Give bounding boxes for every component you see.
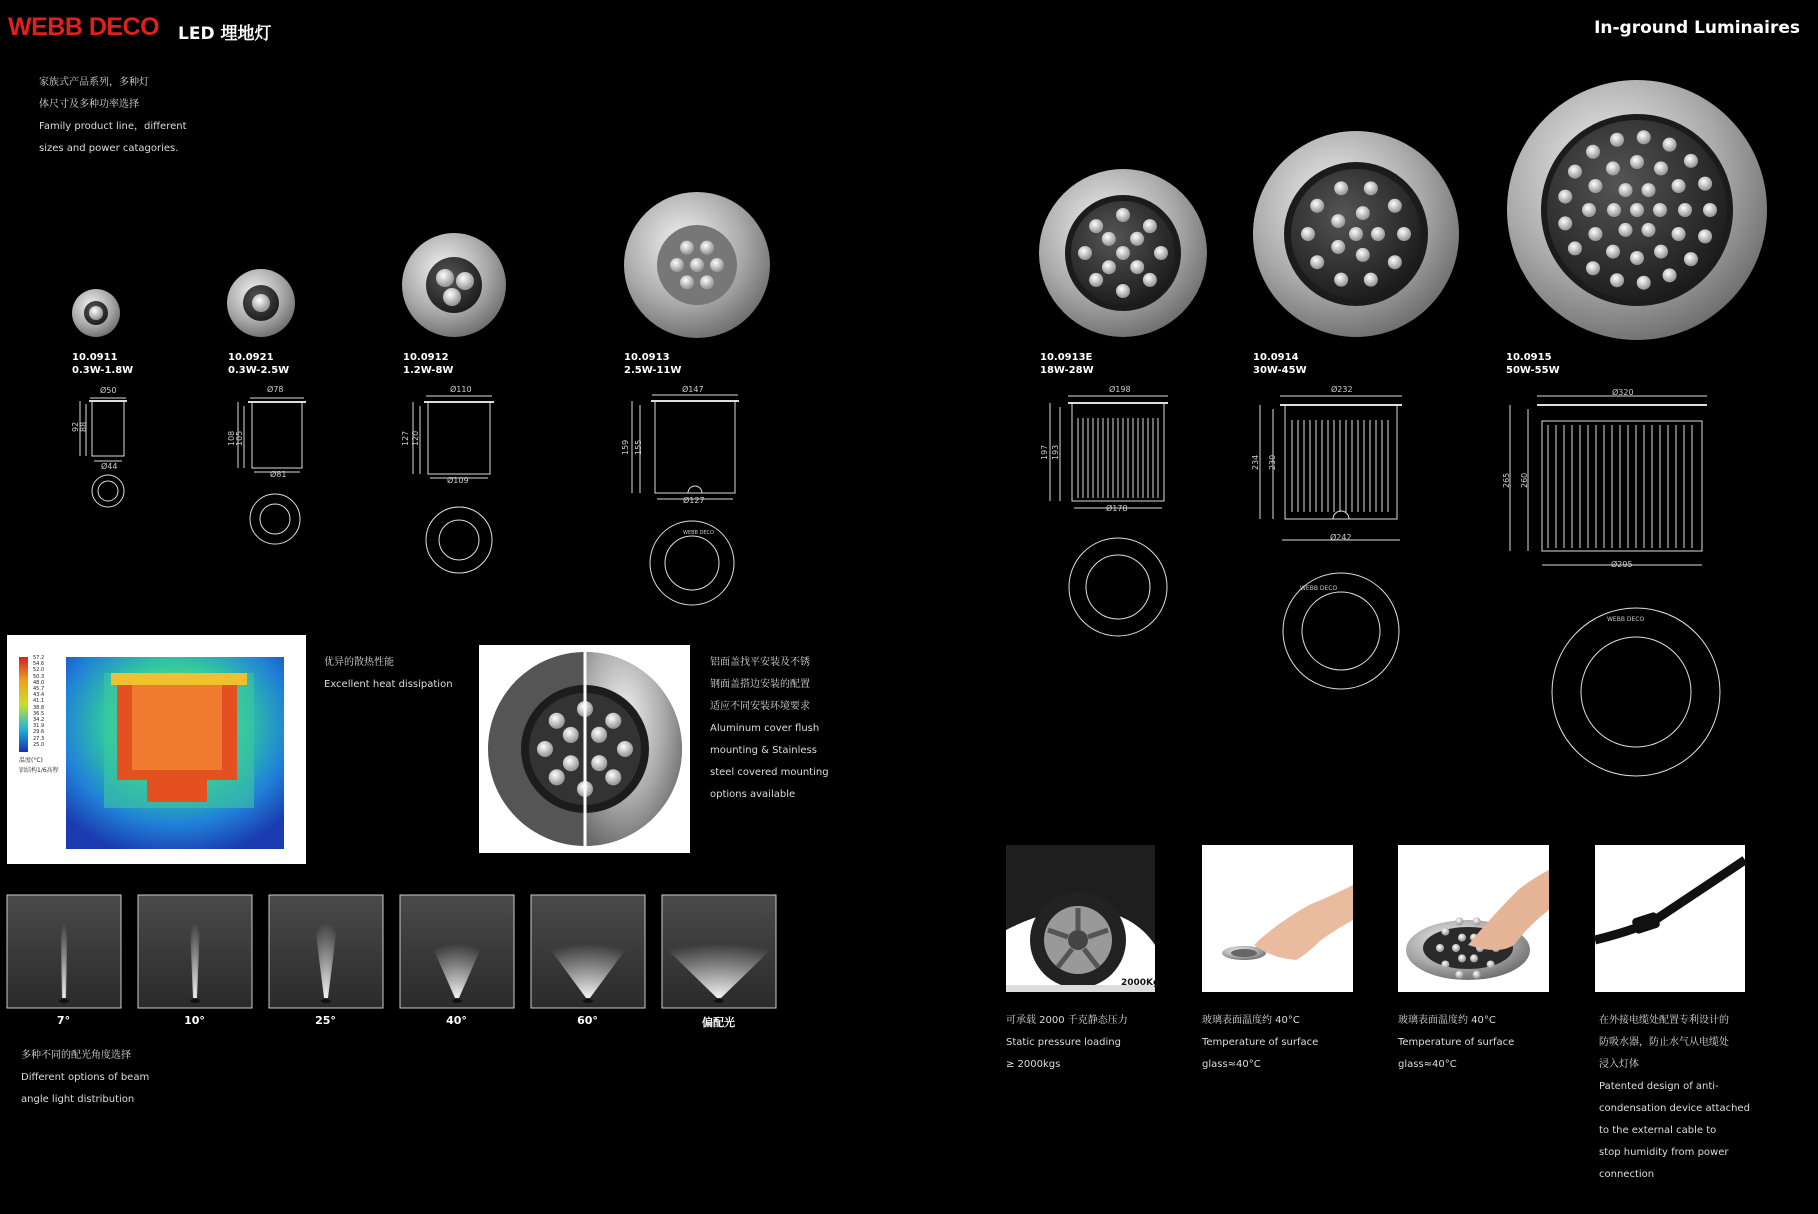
dim-label: 120 [411,430,420,446]
hand-touch-photo-2 [1398,845,1549,992]
cover-line: 铝面盖找平安装及不锈 [710,657,810,668]
dim-label: 127 [401,430,410,446]
feature-line: glass≈40°C [1202,1059,1261,1070]
led-dot [1455,971,1463,979]
beam-label-60: 60° [577,1014,598,1027]
dim-label: Ø320 [1612,388,1634,397]
led-dot [1436,944,1444,952]
led-dot [1473,917,1481,925]
hand-lamp-graphic [1398,845,1549,992]
dim-label: 197 [1040,444,1049,460]
feature-line: 玻璃表面温度约 40°C [1202,1015,1300,1026]
led-dot [1470,954,1478,962]
drawing-mark: WEBB DECO [1300,585,1338,592]
beam-label-40: 40° [446,1014,467,1027]
product-power: 18W-28W [1040,365,1094,376]
cable-graphic [1595,845,1745,992]
dim-label: Ø178 [1106,504,1128,513]
heat-line: Excellent heat dissipation [324,679,453,690]
legend-value: 57.2 [33,655,45,661]
product-code: 10.0915 [1506,352,1552,363]
feature-line: 玻璃表面温度约 40°C [1398,1015,1496,1026]
feature-line: stop humidity from power [1599,1147,1729,1158]
drawing-mark: WEBB DECO [1607,616,1645,623]
feature-line: condensation device attached [1599,1103,1750,1114]
car-wheel-photo [1006,845,1160,992]
feature-line: 浸入灯体 [1599,1059,1639,1070]
feature-line: connection [1599,1169,1655,1180]
beam-text [21,1045,149,1111]
legend-value: 41.1 [33,698,45,705]
product-code: 10.0912 [403,352,449,363]
feature-line: Temperature of surface [1398,1037,1515,1048]
product-code: 10.0913 [624,352,670,363]
beam-label-25: 25° [315,1014,336,1027]
beam-line: Different options of beam [21,1072,150,1083]
beam-image [400,895,514,1008]
product-power: 2.5W-11W [624,365,682,376]
dim-label: 265 [1502,472,1511,488]
dim-label: 92 [71,421,80,432]
legend-value: 31.9 [33,723,45,730]
load-badge: 2000Kg [1121,978,1160,988]
section-title: In-ground Luminaires [1594,18,1800,38]
product-power: 0.3W-2.5W [228,365,290,376]
legend-value: 34.2 [33,717,45,724]
product-code: 10.0911 [72,352,118,363]
page-subtitle: LED 埋地灯 [178,24,272,44]
dim-label: Ø127 [683,496,705,505]
dim-label: Ø44 [101,462,118,471]
beam-image [531,895,645,1008]
feature-text-temperature-2 [1398,1010,1514,1076]
brand-logo: WEBB DECO [8,13,160,41]
dim-label: 155 [634,439,643,455]
led-dot [1452,944,1460,952]
product-code: 10.0913E [1040,352,1093,363]
led-dot [1458,954,1466,962]
led-dot [1458,934,1466,942]
legend-value: 45.7 [33,686,45,693]
led-dot [1487,960,1495,968]
heat-line: 优异的散热性能 [324,657,394,668]
feature-text-cable [1599,1010,1750,1186]
cover-line: steel covered mounting [710,767,829,778]
legend-value: 48.0 [33,679,45,686]
feature-text-temperature-1 [1202,1010,1318,1076]
dim-label: Ø110 [450,385,472,394]
led-dot [1441,928,1449,936]
legend-value: 25.0 [33,741,45,748]
dim-label: 230 [1268,454,1277,470]
product-power: 1.2W-8W [403,365,454,376]
cover-line: 适应不同安装环境要求 [710,701,810,712]
beam-image [269,895,383,1008]
feature-line: glass≈40°C [1398,1059,1457,1070]
led-dot [1441,960,1449,968]
beam-label-10: 10° [184,1014,205,1027]
legend-value: 36.5 [33,710,45,717]
beam-label-asymmetric: 偏配光 [702,1016,735,1029]
cover-line: 钢面盖搭边安装的配置 [710,679,810,690]
feature-line: Static pressure loading [1006,1037,1121,1048]
beam-image [647,895,791,1008]
dim-label: Ø295 [1611,560,1633,569]
dim-label: Ø242 [1330,533,1352,542]
dim-label: 108 [227,430,236,446]
legend-value: 29.6 [33,729,45,736]
led-dot [1473,971,1481,979]
product-power: 0.3W-1.8W [72,365,134,376]
dim-label: Ø109 [447,476,469,485]
dim-label: Ø232 [1331,385,1353,394]
led-dot [1455,917,1463,925]
beam-image [7,895,121,1008]
intro-line: 体尺寸及多种功率选择 [39,99,139,110]
hand-graphic [1202,845,1353,992]
feature-line: 在外接电缆处配置专利设计的 [1599,1015,1729,1026]
legend-value: 52.0 [33,667,45,674]
dim-label: 159 [621,439,630,455]
beam-line: 多种不同的配光角度选择 [21,1050,131,1061]
beam-label-7: 7° [56,1014,71,1027]
feature-line: 防吸水器，防止水气从电缆处 [1599,1037,1729,1048]
feature-line: 可承载 2000 千克静态压力 [1006,1015,1128,1026]
dim-label: 234 [1251,454,1260,470]
feature-line: to the external cable to [1599,1125,1717,1136]
dim-label: 260 [1520,472,1529,488]
legend-value: 38.8 [33,704,45,711]
beam-line: angle light distribution [21,1094,135,1105]
dim-label: Ø78 [267,385,284,394]
dim-label: 105 [235,430,244,446]
feature-line: Patented design of anti- [1599,1081,1719,1092]
intro-line: sizes and power catagories. [39,143,179,154]
product-power: 50W-55W [1506,365,1560,376]
intro-line: 家族式产品系列，多种灯 [39,77,149,88]
dim-label: 88 [79,421,88,432]
beam-image [138,895,252,1008]
dim-label: Ø81 [270,470,287,479]
product-code: 10.0921 [228,352,274,363]
product-code: 10.0914 [1253,352,1299,363]
hand-touch-photo-1 [1202,845,1353,992]
cover-line: options available [710,789,796,800]
product-power: 30W-45W [1253,365,1307,376]
legend-caption: 铝结构1/6高程 [19,767,59,774]
cover-line: mounting & Stainless [710,745,817,756]
dim-label: Ø147 [682,385,704,394]
feature-line: ≥ 2000kgs [1006,1059,1061,1070]
legend-value: 50.3 [33,673,45,680]
cover-line: Aluminum cover flush [710,723,820,734]
dim-label: 193 [1051,444,1060,460]
legend-unit: 温度(°C) [19,757,43,764]
intro-line: Family product line，different [39,121,187,132]
car-wheel-graphic [1006,845,1155,992]
cable-photo [1595,845,1745,992]
drawing-mark: WEBB DECO [683,530,714,536]
feature-line: Temperature of surface [1202,1037,1319,1048]
feature-text-load [1006,1010,1128,1076]
legend-value: 54.6 [33,661,45,668]
dim-label: Ø198 [1109,385,1131,394]
legend-value: 43.4 [33,692,45,699]
legend-value: 27.3 [33,735,45,742]
dim-label: Ø50 [100,386,117,395]
